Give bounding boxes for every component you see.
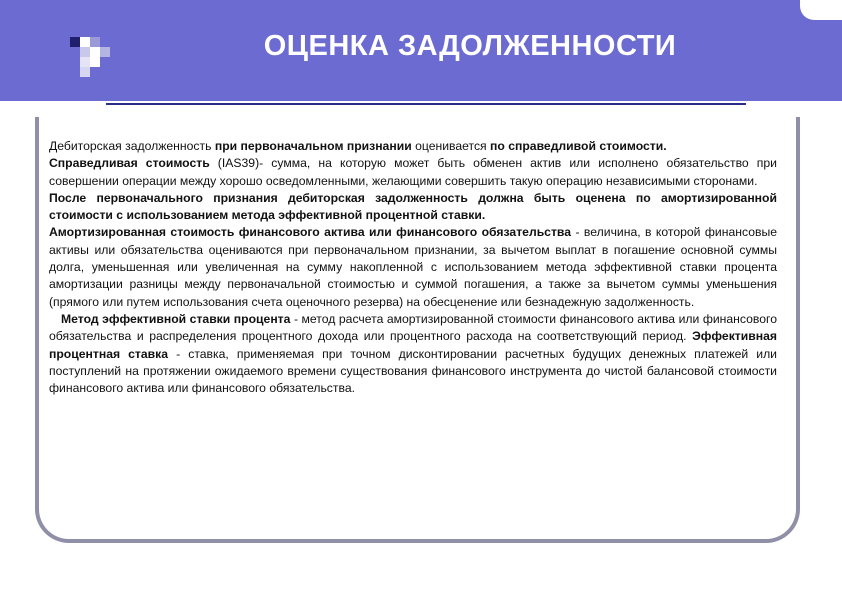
paragraph-effective-rate-method: [49, 311, 777, 397]
paragraph-fair-value: [49, 155, 777, 190]
title-underline: [106, 103, 746, 105]
text-run: - ставка, применяемая при точном дисконтировании расчетных будущих денежных платежей или поступлений на протяжении ожидаемого времени существования финансового инструмента до чистой балансовой стоимости финансового актива или финансового обязательства.: [49, 346, 777, 396]
content-text: [49, 138, 777, 397]
text-run: Дебиторская задолженность: [49, 139, 215, 153]
bold-run: при первоначальном признании: [214, 139, 412, 153]
text-run: оценивается: [411, 139, 491, 153]
bold-run: Метод эффективной ставки процента: [61, 311, 291, 326]
text-run: - величина, в которой финансовые активы или обязательства оцениваются при первоначальном признании, за вычетом выплат в погашение основной суммы долга, уменьшенная или увеличенная на сумму накопленной с использованием метода эффективной ставки процента амортизации разницы между первоначальной стоимостью и суммой погашения, а также за вычетом суммы уменьшения (прямого или путем использования счета оценочного резерва) на обесценение или безнадежную задолженность.: [49, 225, 777, 309]
text-run: - метод расчета амортизированной стоимости финансового актива или финансового обязательства и распределения процентного дохода или процентного расхода на соответствующий период.: [49, 311, 777, 344]
header-corner: [800, 0, 842, 20]
paragraph-initial-recognition: [49, 138, 777, 155]
bold-run: Эффективная процентная ставка: [49, 329, 777, 361]
text-run: (IAS39)- сумма, на которую может быть обменен актив или исполнено обязательство при совершении операции между хорошо осведомленными, желающими совершить такую операцию независимыми сторонами.: [49, 156, 777, 188]
decorative-squares-logo: [0, 0, 120, 100]
bold-run: Амортизированная стоимость финансового актива или финансового обязательства: [49, 225, 572, 240]
paragraph-after-recognition: [49, 190, 777, 225]
bold-run: по справедливой стоимости.: [490, 139, 667, 153]
bold-run: После первоначального признания дебиторская задолженность должна быть оценена по амортизированной стоимости с использованием метода эффективной процентной ставки.: [49, 190, 777, 223]
page-title: ОЦЕНКА ЗАДОЛЖЕННОСТИ: [263, 30, 677, 62]
paragraph-amortized-cost: [49, 224, 777, 310]
bold-run: Справедливая стоимость: [49, 156, 210, 171]
